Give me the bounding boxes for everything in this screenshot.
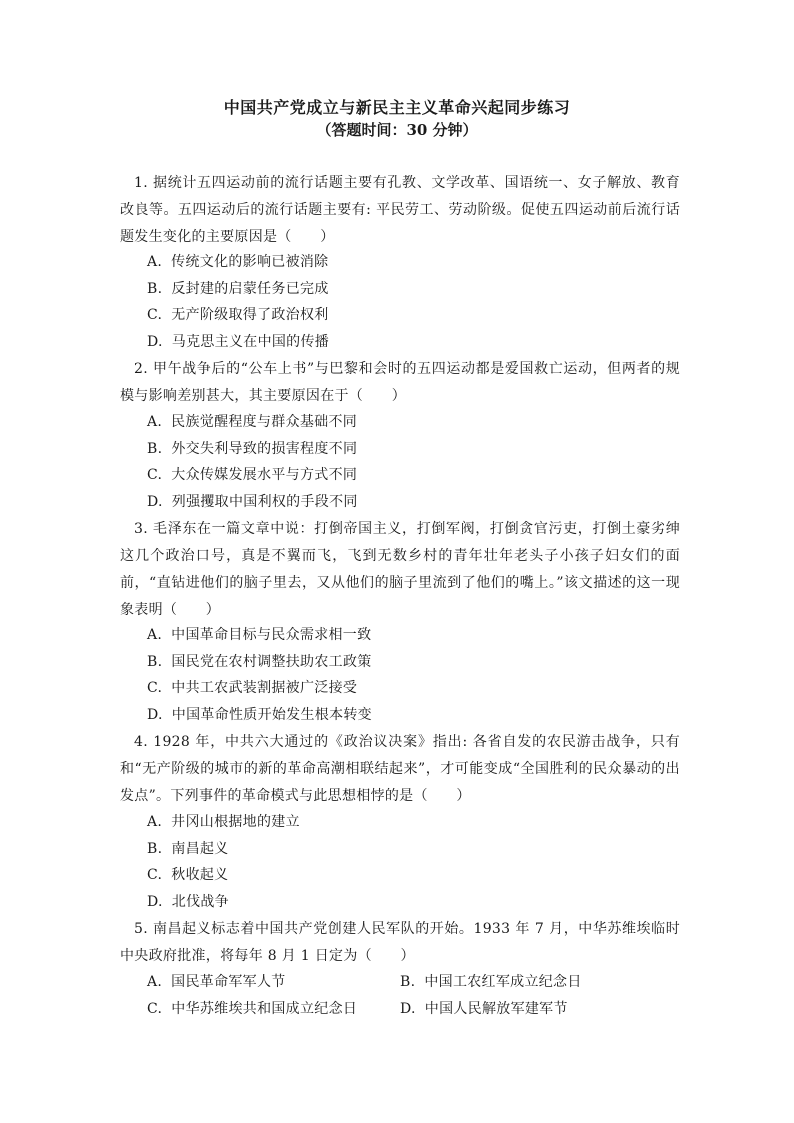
question-1-option-c: C. 无产阶级取得了政治权利 [147, 307, 329, 323]
question-5-option-b: B. 中国工农红军成立纪念日 [400, 974, 582, 990]
question-5-option-c: C. 中华苏维埃共和国成立纪念日 [147, 1001, 358, 1017]
question-5-option-d: D. 中国人民解放军建军节 [400, 1001, 568, 1017]
question-4-option-a: A. 井冈山根据地的建立 [147, 814, 300, 830]
question-2-option-b: B. 外交失利导致的损害程度不同 [147, 441, 358, 457]
question-2-option-d: D. 列强攫取中国利权的手段不同 [147, 494, 358, 510]
question-1-option-d: D. 马克思主义在中国的传播 [147, 334, 330, 350]
question-2-option-a: A. 民族觉醒程度与群众基础不同 [147, 414, 358, 430]
question-4-option-d: D. 北伐战争 [147, 894, 229, 910]
question-1-option-a: A. 传统文化的影响已被消除 [147, 254, 329, 270]
question-3-option-a: A. 中国革命目标与民众需求相一致 [147, 627, 372, 643]
page-title: 中国共产党成立与新民主主义革命兴起同步练习 [223, 98, 571, 117]
page-subtitle: （答题时间：30 分钟） [316, 121, 478, 139]
question-5-option-a: A. 国民革命军军人节 [147, 974, 286, 990]
question-2-stem: 2. 甲午战争后的“公车上书”与巴黎和会时的五四运动都是爱国救亡运动，但两者的规模与影响差别甚大，其主要原因在于（ ） [120, 361, 680, 404]
question-4-option-c: C. 秋收起义 [147, 867, 229, 883]
question-3-stem: 3. 毛泽东在一篇文章中说：打倒帝国主义，打倒军阀，打倒贪官污吏，打倒土豪劣绅这几个政治口号，真是不翼而飞，飞到无数乡村的青年壮年老头子小孩子妇女们的面前，“直钻进他们的脑子里去，又从他们的脑子里流到了他们的嘴上。”该文描述的这一现象表明（ ） [120, 521, 680, 618]
question-3-option-d: D. 中国革命性质开始发生根本转变 [147, 707, 372, 723]
question-3-option-c: C. 中共工农武装割据被广泛接受 [147, 680, 358, 696]
question-5-stem: 5. 南昌起义标志着中国共产党创建人民军队的开始。1933 年 7 月，中华苏维埃临时中央政府批准，将每年 8 月 1 日定为（ ） [120, 921, 680, 964]
question-1-option-b: B. 反封建的启蒙任务已完成 [147, 281, 329, 297]
question-4-option-b: B. 南昌起义 [147, 841, 229, 857]
question-3-option-b: B. 国民党在农村调整扶助农工政策 [147, 654, 372, 670]
question-2-option-c: C. 大众传媒发展水平与方式不同 [147, 467, 358, 483]
question-4-stem: 4. 1928 年，中共六大通过的《政治议决案》指出: 各省自发的农民游击战争，只有和“无产阶级的城市的新的革命高潮相联结起来”，才可能变成“全国胜利的民众暴动的出发点”。下列事件的革命模式与此思想相悖的是（ ） [120, 734, 680, 804]
question-1-stem: 1. 据统计五四运动前的流行话题主要有孔教、文学改革、国语统一、女子解放、教育改良等。五四运动后的流行话题主要有: 平民劳工、劳动阶级。促使五四运动前后流行话题发生变化的主要原因是（ ） [120, 175, 680, 245]
